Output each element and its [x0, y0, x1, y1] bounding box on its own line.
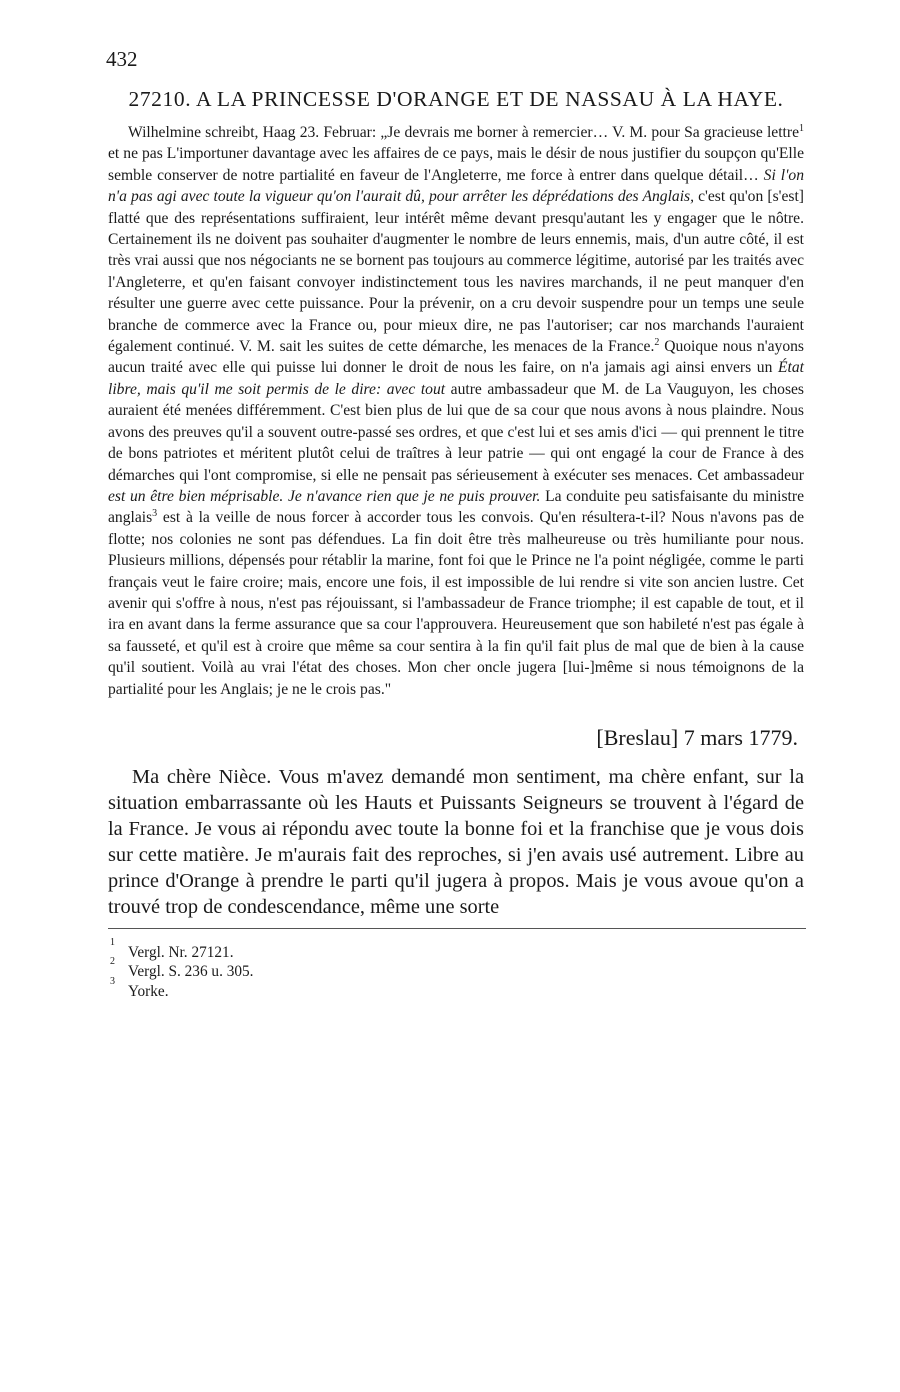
summary-text: Wilhelmine schreibt, Haag 23. Februar: „Je devrais me borner à remercier… V. M. pour Sa gracieuse lettre [128, 124, 799, 141]
summary-text: autre ambassadeur que M. de La Vauguyon, les choses auraient été menées différemment. C'est bien plus de lui que de sa cour que nous avons à nous plaindre. Nous avons des preuves qu'il a souvent outre-passé ses ordres, et que c'est lui et ses amis d'ici — qui prennent le titre de bons patriotes et méritent plutôt celui de traîtres à leur patrie — qui ont engagé la cour de France à des démarches qui l'ont compromise, si elle ne pensait pas sérieusement à exécuter ses menaces. Cet ambassadeur [108, 380, 804, 484]
footnote-ref-2: 2 [654, 337, 660, 349]
summary-italic-text: État libre, mais qu'il me soit permis de le dire: avec tout [108, 359, 804, 398]
footnote-number: 1 [110, 936, 115, 948]
summary-paragraph [108, 122, 804, 700]
summary-text: La conduite peu satisfaisante du ministre anglais [108, 487, 804, 527]
summary-italic-text: Si l'on n'a pas agi avec toute la vigueur qu'on l'aurait dû, pour arrêter les déprédations des Anglais, [108, 166, 804, 206]
footnote-divider [108, 928, 806, 929]
footnote [108, 936, 804, 963]
summary-text: et ne pas L'importuner davantage avec les affaires de ce pays, mais le désir de nous justifier du soupçon qu'Elle semble conserver de notre partialité en faveur de l'Angleterre, me force à entrer dans quelque détail… [108, 145, 804, 184]
footnote-ref-3: 3 [152, 508, 158, 520]
letter-body: Ma chère Nièce. Vous m'avez demandé mon sentiment, ma chère enfant, sur la situation embarrassante où les Hauts et Puissants Seigneurs se trouvent à l'égard de la France. Je vous ai répondu avec toute la bonne foi et la franchise que je vous dois sur cette matière. Je m'aurais fait des reproches, si j'en avais usé autrement. Libre au prince d'Orange à prendre le parti qu'il jugera à propos. Mais je vous avoue qu'on a trouvé trop de condescendance, même une sorte [108, 765, 804, 918]
editorial-summary [108, 122, 804, 700]
summary-text: Quoique nous n'ayons aucun traité avec elle qui puisse lui donner le droit de nous les faire, on n'a jamais agi ainsi envers un [108, 338, 804, 377]
book-page [108, 44, 804, 1001]
footnotes [108, 936, 804, 1002]
footnote-number: 2 [110, 956, 115, 968]
footnote [108, 975, 804, 1002]
summary-text: c'est qu'on [s'est] flatté que des représentations suffiraient, leur intérêt même devant presqu'autant les y engager que le nôtre. Certainement ils ne doivent pas souhaiter d'augmenter le nombre de leurs ennemis, mais, d'un autre côté, il est très vrai aussi que nos négociants ne se bornent pas toujours au commerce légitime, autorisé par les traités avec l'Angleterre, et qu'en faisant convoyer indistinctement tous les navires marchands, il ne peut manquer d'en résulter une guerre avec cette puissance. Pour la prévenir, on a cru devoir suspendre pour un temps une seule branche de commerce avec la France ou, pour mieux dire, ne pas l'autoriser; car nos marchands l'auraient également continué. V. M. sait les suites de cette démarche, les menaces de la France. [108, 188, 804, 356]
footnote [108, 956, 804, 982]
footnote-ref-1: 1 [799, 123, 804, 134]
footnote-text: Vergl. S. 236 u. 305. [128, 963, 254, 981]
footnote-text: Vergl. Nr. 27121. [128, 943, 234, 961]
page-number: 432 [106, 47, 138, 71]
summary-text: est à la veille de nous forcer à accorder tous les convois. Qu'en résultera-t-il? Nous n'avons pas de flotte; nos colonies ne sont pas défendues. La fin doit être très malheureuse ou très humiliante pour nous. Plusieurs millions, dépensés pour rétablir la marine, font foi que le Prince ne l'a point négligée, comme le parti français veut le faire croire; mais, encore une fois, il est impossible de lui rendre si vite son ancien lustre. Cet avenir qui s'offre à nous, n'est pas réjouissant, si l'ambassadeur de France triomphe; il est capable de tout, et il ira en avant dans la ferme assurance que sa cour l'approuvera. Heureusement que son habileté n'est pas égale à sa fausseté, et qu'il est à croire que même sa cour sentira à la fin qu'il fait plus de mal que de bien à la cause qu'il soutient. Voilà au vrai l'état des choses. Mon cher oncle jugera [lui-]même si nous témoignons de la partialité pour les Anglais; je ne le crois pas." [108, 509, 804, 698]
footnote-text: Yorke. [128, 982, 169, 1000]
footnote-number: 3 [110, 975, 115, 987]
letter-heading: 27210. A LA PRINCESSE D'ORANGE ET DE NASSAU À LA HAYE. [128, 87, 784, 111]
summary-italic-text: est un être bien méprisable. Je n'avance rien que je ne puis prouver. [108, 487, 541, 505]
dateline: [Breslau] 7 mars 1779. [596, 724, 798, 750]
